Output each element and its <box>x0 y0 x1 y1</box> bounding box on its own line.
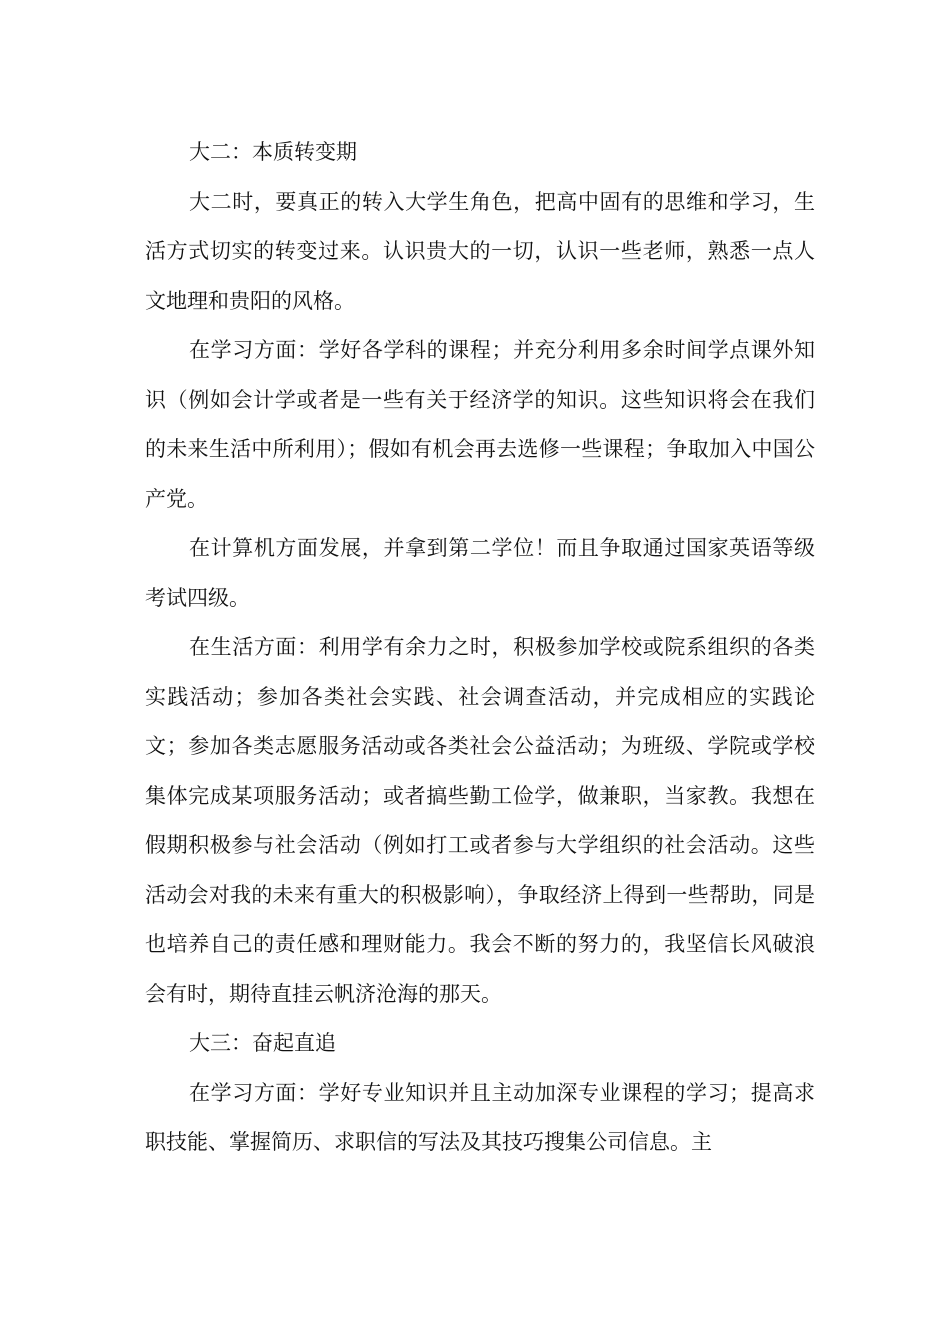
document-body <box>145 128 815 1168</box>
section-heading-year-three: 大三：奋起直追 <box>189 1031 336 1055</box>
paragraph-life-plan: 在生活方面：利用学有余力之时，积极参加学校或院系组织的各类实践活动；参加各类社会实践、社会调查活动，并完成相应的实践论文；参加各类志愿服务活动或各类社会公益活动；为班级、学院或学校集体完成某项服务活动；或者搞些勤工俭学，做兼职，当家教。我想在假期积极参与社会活动（例如打工或者参与大学组织的社会活动。这些活动会对我的未来有重大的积极影响），争取经济上得到一些帮助，同是也培养自己的责任感和理财能力。我会不断的努力的，我坚信长风破浪会有时，期待直挂云帆济沧海的那天。 <box>145 635 815 1006</box>
paragraph-computer-plan: 在计算机方面发展，并拿到第二学位！而且争取通过国家英语等级考试四级。 <box>145 536 815 610</box>
section-heading-year-two: 大二：本质转变期 <box>189 140 357 164</box>
paragraph-year-three-study: 在学习方面：学好专业知识并且主动加深专业课程的学习；提高求职技能、掌握简历、求职信的写法及其技巧搜集公司信息。主 <box>145 1080 815 1154</box>
paragraph-year-two-intro: 大二时，要真正的转入大学生角色，把高中固有的思维和学习，生活方式切实的转变过来。认识贵大的一切，认识一些老师，熟悉一点人文地理和贵阳的风格。 <box>145 189 815 313</box>
paragraph-study-plan: 在学习方面：学好各学科的课程；并充分利用多余时间学点课外知识（例如会计学或者是一些有关于经济学的知识。这些知识将会在我们的未来生活中所利用）；假如有机会再去选修一些课程；争取加入中国公产党。 <box>145 338 815 511</box>
